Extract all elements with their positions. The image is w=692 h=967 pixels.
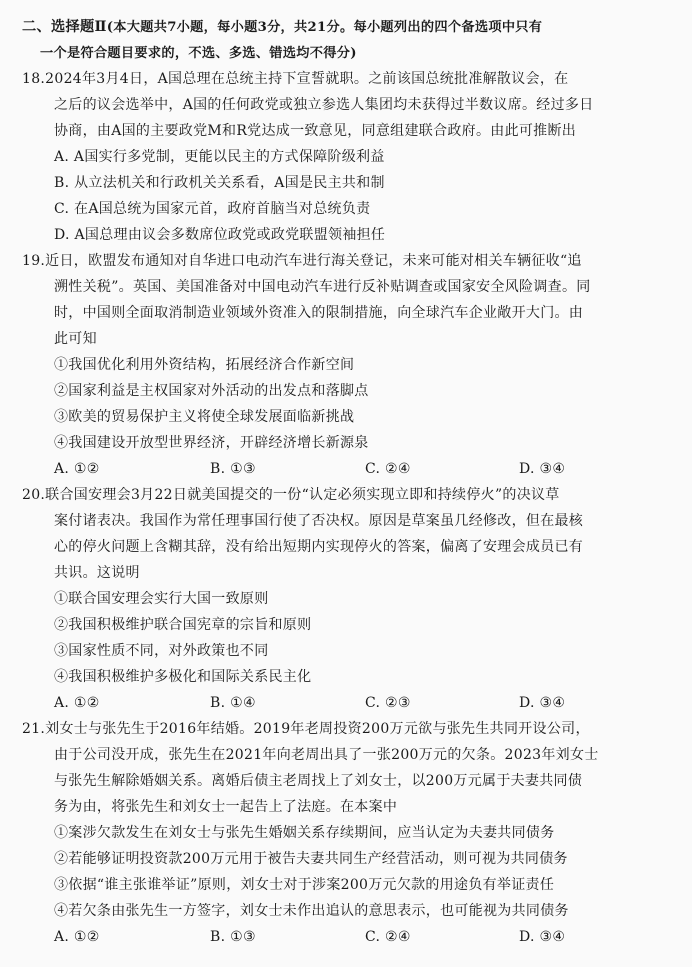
q19-choice-a: A. ①② (54, 461, 100, 477)
section-note-line2 (22, 40, 672, 66)
q20-choice-a: A. ①② (54, 695, 100, 711)
q21-item-4: ④若欠条由张先生一方签字，刘女士未作出追认的意思表示，也可能视为共同债务 (54, 903, 569, 919)
q18-option-d: D. A国总理由议会多数席位政党或政党联盟领袖担任 (54, 227, 386, 243)
q18-option-a: A. A国实行多党制，更能以民主的方式保障阶级利益 (54, 149, 385, 165)
q21-choice-c: C. ②④ (365, 929, 411, 945)
q21-stem-line: 与张先生解除婚姻关系。离婚后债主老周找上了刘女士，以200万元属于夫妻共同债 (54, 773, 583, 789)
q19-stem-line: 此可知 (54, 331, 97, 347)
q18-stem-line: 协商，由A国的主要政党M和R党达成一致意见，同意组建联合政府。由此可推断出 (54, 123, 577, 139)
section-note-2: 一个是符合题目要求的，不选、多选、错选均不得分) (40, 46, 357, 61)
q20-choice-b: B. ①④ (210, 695, 256, 711)
q21-choice-a: A. ①② (54, 929, 100, 945)
q18-option-c: C. 在A国总统为国家元首，政府首脑当对总统负责 (54, 201, 371, 217)
section-label: 二、选择题Ⅱ (22, 19, 107, 35)
q21-stem-line: 由于公司没开成，张先生在2021年向老周出具了一张200万元的欠条。2023年刘女士 (54, 747, 599, 763)
q19-choice-c: C. ②④ (365, 461, 411, 477)
q20-stem-text: 联合国安理会3月22日就美国提交的一份“认定必须实现立即和持续停火”的决议草 (45, 487, 560, 503)
q20-item-2: ②我国积极维护联合国宪章的宗旨和原则 (54, 617, 312, 633)
q20-stem-line: 心的停火问题上含糊其辞，没有给出短期内实现停火的答案，偏离了安理会成员已有 (54, 539, 584, 555)
q18-stem-line (22, 66, 672, 92)
q20-item-1: ①联合国安理会实行大国一致原则 (54, 591, 269, 607)
q21-choice-b: B. ①③ (210, 929, 256, 945)
q19-stem-line (22, 248, 672, 274)
q19-item-2: ②国家利益是主权国家对外活动的出发点和落脚点 (54, 383, 369, 399)
question-18 (22, 66, 672, 248)
q19-choice-b: B. ①③ (210, 461, 256, 477)
question-21 (22, 716, 672, 950)
q20-item-4: ④我国积极维护多极化和国际关系民主化 (54, 669, 312, 685)
q20-choice-d: D. ③④ (519, 695, 566, 711)
q21-stem-text: 刘女士与张先生于2016年结婚。2019年老周投资200万元欲与张先生共同开设公司， (45, 721, 590, 737)
section-header (22, 14, 672, 40)
q18-stem-text: 2024年3月4日，A国总理在总统主持下宣誓就职。之前该国总统批准解散议会，在 (45, 71, 569, 87)
q20-number: 20. (22, 487, 46, 503)
section-note-1: (本大题共7小题，每小题3分，共21分。每小题列出的四个备选项中只有 (106, 20, 543, 35)
q20-choice-c: C. ②③ (365, 695, 411, 711)
q21-number: 21. (22, 721, 46, 737)
q21-choice-d: D. ③④ (519, 929, 566, 945)
q21-stem-line (22, 716, 672, 742)
q21-item-1: ①案涉欠款发生在刘女士与张先生婚姻关系存续期间，应当认定为夫妻共同债务 (54, 825, 555, 841)
q21-item-2: ②若能够证明投资款200万元用于被告夫妻共同生产经营活动，则可视为共同债务 (54, 851, 568, 867)
q20-item-3: ③国家性质不同，对外政策也不同 (54, 643, 269, 659)
q19-stem-text: 近日，欧盟发布通知对自华进口电动汽车进行海关登记，未来可能对相关车辆征收“追 (45, 253, 582, 269)
q20-choices (22, 690, 672, 716)
q19-item-1: ①我国优化利用外资结构，拓展经济合作新空间 (54, 357, 355, 373)
q18-stem-line: 之后的议会选举中，A国的任何政党或独立参选人集团均未获得过半数议席。经过多日 (54, 97, 594, 113)
q19-number: 19. (22, 253, 46, 269)
q19-choices (22, 456, 672, 482)
question-19 (22, 248, 672, 482)
q18-option-b: B. 从立法机关和行政机关关系看，A国是民主共和制 (54, 175, 385, 191)
q19-stem-line: 溯性关税”。英国、美国准备对中国电动汽车进行反补贴调查或国家安全风险调查。同 (54, 279, 591, 295)
question-20 (22, 482, 672, 716)
q20-stem-line: 案付诸表决。我国作为常任理事国行使了否决权。原因是草案虽几经修改，但在最核 (54, 513, 584, 529)
q21-stem-line: 务为由，将张先生和刘女士一起告上了法庭。在本案中 (54, 799, 398, 815)
q19-item-4: ④我国建设开放型世界经济，开辟经济增长新源泉 (54, 435, 369, 451)
q19-choice-d: D. ③④ (519, 461, 566, 477)
q19-item-3: ③欧美的贸易保护主义将使全球发展面临新挑战 (54, 409, 355, 425)
q20-stem-line: 共识。这说明 (54, 565, 140, 581)
q21-choices (22, 924, 672, 950)
q21-item-3: ③依据“谁主张谁举证”原则，刘女士对于涉案200万元欠款的用途负有举证责任 (54, 877, 555, 893)
q20-stem-line (22, 482, 672, 508)
q19-stem-line: 时，中国则全面取消制造业领域外资准入的限制措施，向全球汽车企业敞开大门。由 (54, 305, 584, 321)
q18-number: 18. (22, 71, 46, 87)
